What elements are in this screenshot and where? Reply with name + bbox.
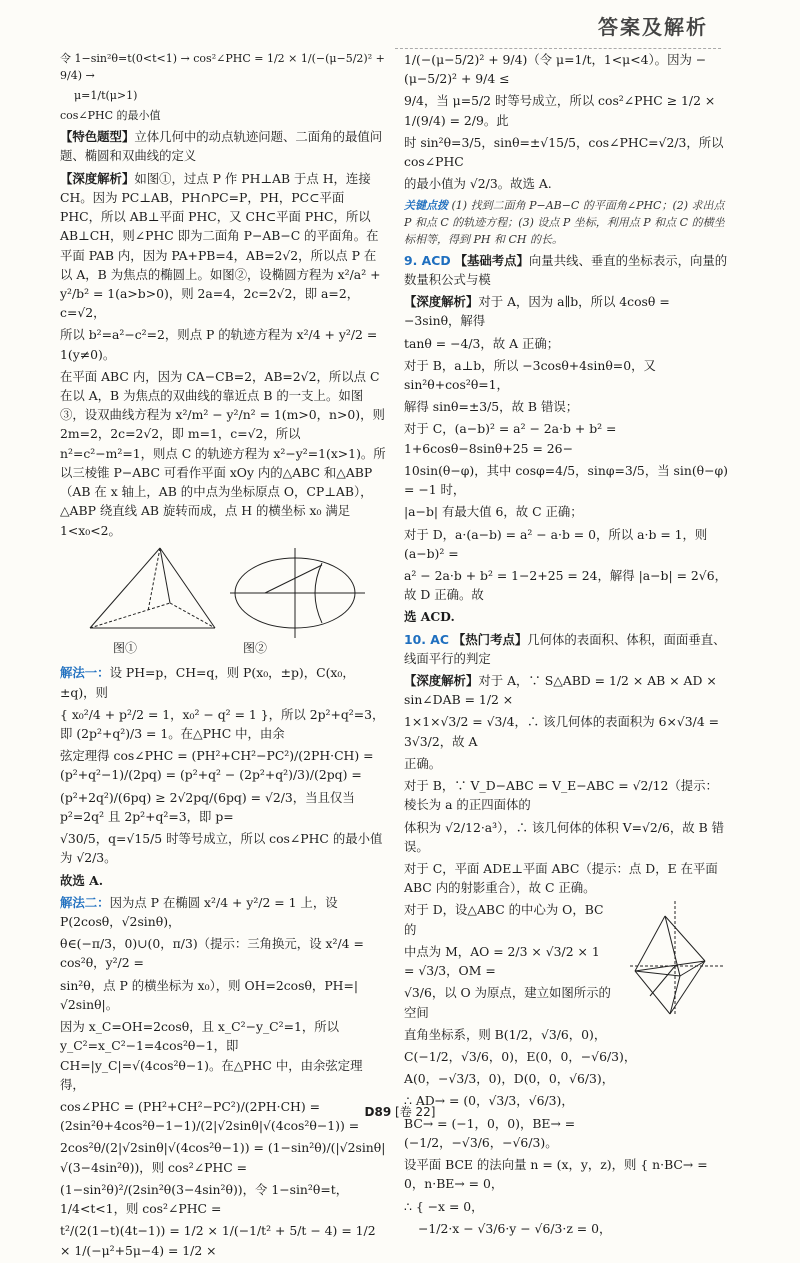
question-10-analysis xyxy=(404,671,730,709)
solution-1 xyxy=(60,663,386,701)
text-line: 的最小值为 √2/3。故选 A. xyxy=(404,176,552,192)
text-line: t²/(2(1−t)(4t−1)) = 1/2 × 1/(−1/t² + 5/t − 4) = 1/2 × 1/(−μ²+5μ−4) = 1/2 × xyxy=(60,1223,376,1258)
text-line: 1/(−(μ−5/2)² + 9/4)（令 μ=1/t，1<μ<4）。因为 −(μ−5/2)² + 9/4 ≤ xyxy=(404,52,707,87)
text-line: 因为点 P 在椭圆 x²/4 + y²/2 = 1 上，设 P(2cosθ，√2sinθ)， xyxy=(60,894,338,929)
text-line: 对于 D，设△ABC 的中心为 O，BC 的 xyxy=(404,902,604,937)
text-line: ∴ AD→ = (0，√3/3，√6/3)， xyxy=(404,1093,574,1109)
text-line: 9/4，当 μ=5/2 时等号成立，所以 cos²∠PHC ≥ 1/2 × 1/(9/4) = 2/9。此 xyxy=(404,93,716,128)
text-line: 时 sin²θ=3/5，sinθ=±√15/5，cos∠PHC=√2/3，所以 cos∠PHC xyxy=(404,134,724,170)
deep-tag: 【深度解析】 xyxy=(404,294,479,310)
volume-label: [卷 22] xyxy=(395,1105,436,1120)
solution-1-tag: 解法一： xyxy=(60,665,110,681)
question-10-number: 10. AC xyxy=(404,631,449,647)
answer-line: 选 ACD. xyxy=(404,609,455,625)
figure-pyramid-ellipse xyxy=(60,543,380,643)
figure-bipyramid xyxy=(620,896,730,1026)
page-footer xyxy=(0,1103,800,1122)
text-line: √30/5，q=√15/5 时等号成立，所以 cos∠PHC 的最小值为 √2/3。 xyxy=(60,831,383,866)
solution-2-tag: 解法二： xyxy=(60,894,110,910)
text-line: 对于 C，(a−b)² = a² − 2a·b + b² = 1+6cosθ−8sinθ+25 = 26− xyxy=(404,421,617,456)
text-line: 体积为 √2/12·a³），∴ 该几何体的体积 V=√2/6，故 B 错误。 xyxy=(404,819,725,854)
figure-2-caption: 图② xyxy=(242,640,267,655)
page-number: D89 xyxy=(364,1105,392,1120)
question-9-analysis xyxy=(404,292,730,330)
text-line: 对于 B，∵ V_D−ABC = V_E−ABC = √2/12（提示：棱长为 a 的正四面体的 xyxy=(404,778,718,813)
key-point-tag: 关键点拨 xyxy=(404,198,448,212)
text-line: 弦定理得 cos∠PHC = (PH²+CH²−PC²)/(2PH·CH) = (p²+q²−1)/(2pq) = (p²+q² − (2p²+q²)/3)/(2pq) = xyxy=(60,748,374,783)
deep-tag: 【深度解析】 xyxy=(404,673,479,689)
text-line: tanθ = −4/3，故 A 正确； xyxy=(404,335,560,351)
feature-text: 立体几何中的动点轨迹问题、二面角的最值问题、椭圆和双曲线的定义 xyxy=(60,129,383,164)
text-line: C(−1/2，√3/6，0)，E(0，0，−√6/3)， xyxy=(404,1048,637,1064)
key-point xyxy=(404,197,730,248)
header-rule xyxy=(395,48,721,49)
text-line: A(0，−√3/3，0)，D(0，0，√6/3)， xyxy=(404,1071,615,1087)
deep-tag: 【深度解析】 xyxy=(60,170,135,186)
text-line: 设 PH=p，CH=q，则 P(x₀，±p)，C(x₀，±q)，则 xyxy=(60,665,355,700)
text-line: 所以 b²=a²−c²=2，则点 P 的轨迹方程为 x²/4 + y²/2 = 1(y≠0)。 xyxy=(60,327,378,362)
feature-paragraph xyxy=(60,127,386,165)
text-line: { x₀²/4 + p²/2 = 1，x₀² − q² = 1 }，所以 2p²+q²=3，即 (2p²+q²)/3 = 1。在△PHC 中，由余 xyxy=(60,706,385,742)
text-line: −1/2·x − √3/6·y − √6/3·z = 0， xyxy=(418,1220,612,1236)
figure-1-caption: 图① xyxy=(112,640,137,655)
question-9-tag: 【基础考点】 xyxy=(454,252,529,268)
text-line: (p²+2q²)/(6pq) ≥ 2√2pq/(6pq) = √2/3，当且仅当 p²=2q² 且 2p²+q²=3，即 p= xyxy=(60,789,355,824)
analysis-text: 如图①，过点 P 作 PH⊥AB 于点 H，连接 CH。因为 PC⊥AB，PH∩PC=P，PH，PC⊂平面 PHC，所以 AB⊥平面 PHC，又 CH⊂平面 PHC，所以 AB⊥CH，则∠PHC 即为二面角 P−AB−C 的平面角。在平面 PAB 内，因为 PA+PB=4，AB=2√2，所以点 P 在以 A，B 为焦点的椭圆上。如图②，设椭圆方程为 x²/a² + y²/b² = 1(a>b>0)，则 2a=4，2c=2√2，即 a=2，c=√2， xyxy=(60,170,381,321)
text-line: ∴ { −x = 0， xyxy=(404,1198,484,1214)
text-line: 对于 B，a⊥b，所以 −3cosθ+4sinθ=0，又 sin²θ+cos²θ=1， xyxy=(404,357,656,392)
text-line: 直角坐标系，则 B(1/2，√3/6，0)， xyxy=(404,1026,607,1042)
question-10-tag: 【热门考点】 xyxy=(452,631,528,647)
text-line: sin²θ，点 P 的横坐标为 x₀），则 OH=2cosθ，PH=|√2sinθ|。 xyxy=(60,977,359,1012)
text-line: 2cos²θ/(2|√2sinθ|√(4cos²θ−1)) = (1−sin²θ)/(|√2sinθ|√(3−4sin²θ))，则 cos²∠PHC = xyxy=(60,1140,386,1175)
text-line: a² − 2a·b + b² = 1−2+25 = 24，解得 |a−b| = 2√6，故 D 正确。故 xyxy=(404,567,727,603)
text-line: 正确。 xyxy=(404,755,442,771)
text-line: 对于 A，因为 a∥b，所以 4cosθ = −3sinθ，解得 xyxy=(404,294,670,329)
question-9-topic: 向量共线、垂直的坐标表示，向量的数量积公式与模 xyxy=(404,252,728,287)
page-header: 答案及解析 xyxy=(598,15,708,39)
text-line: |a−b| 有最大值 6，故 C 正确； xyxy=(404,504,583,520)
text-line: 设平面 BCE 的法向量 n = (x，y，z)，则 { n·BC→ = 0，n·BE→ = 0， xyxy=(404,1157,708,1192)
text-line: (1−sin²θ)²/(2sin²θ(3−4sin²θ))，令 1−sin²θ=t，1/4<t<1，则 cos²∠PHC = xyxy=(60,1181,349,1217)
text-line: cos∠PHC = (PH²+CH²−PC²)/(2PH·CH) = (2sin²θ+4cos²θ−1−1)/(2|√2sinθ|√(4cos²θ−1)) = xyxy=(60,1098,360,1134)
right-column xyxy=(404,50,730,1241)
feature-tag: 【特色题型】 xyxy=(60,129,135,145)
text-line: θ∈(−π/3，0)∪(0，π/3)（提示：三角换元，设 x²/4 = cos²θ，y²/2 = xyxy=(60,936,364,971)
key-point-text: (1) 找到二面角 P−AB−C 的平面角∠PHC；(2) 求出点 P 和点 C 的轨迹方程；(3) 设点 P 坐标，利用点 P 和点 C 的横坐标相等，得到 PH 和 CH 的长。 xyxy=(404,198,725,246)
analysis-paragraph xyxy=(60,169,386,323)
text-line: BC→ = (−1，0，0)，BE→ = (−1/2，−√3/6，−√6/3)。 xyxy=(404,1115,576,1150)
text-line: 1×1×√3/2 = √3/4，∴ 该几何体的表面积为 6×√3/4 = 3√3/2，故 A xyxy=(404,714,720,749)
left-column xyxy=(60,50,386,1263)
text-line: 10sin(θ−φ)，其中 cosφ=4/5，sinφ=3/5，当 sin(θ−φ) = −1 时， xyxy=(404,462,729,498)
text-line: 因为 x_C=OH=2cosθ，且 x_C²−y_C²=1，所以 y_C²=x_C²−1=4cos²θ−1，即 CH=|y_C|=√(4cos²θ−1)。在△PHC 中，由余弦定理得， xyxy=(60,1019,363,1092)
text-line: 中点为 M，AO = 2/3 × √3/2 × 1 = √3/3，OM = xyxy=(404,943,600,979)
text-line: 对于 A，∵ S△ABD = 1/2 × AB × AD × sin∠DAB = 1/2 × xyxy=(404,673,717,708)
text-line: √3/6，以 O 为原点，建立如图所示的空间 xyxy=(404,985,611,1020)
text-line: μ=1/t(μ>1) xyxy=(74,89,138,103)
text-line: 对于 D，a·(a−b) = a² − a·b = 0，所以 a·b = 1，则 (a−b)² = xyxy=(404,526,708,561)
question-10-topic: 几何体的表面积、体积，面面垂直、线面平行的判定 xyxy=(404,631,726,666)
question-9-header xyxy=(404,251,730,289)
text-line: 令 1−sin²θ=t(0<t<1) → cos²∠PHC = 1/2 × 1/(−(μ−5/2)² + 9/4) → xyxy=(60,52,385,83)
answer-line: 故选 A. xyxy=(60,872,104,888)
figure-2-ellipse xyxy=(230,548,365,638)
text-line: 解得 sinθ=±3/5，故 B 错误； xyxy=(404,399,579,415)
question-10-header xyxy=(404,630,730,668)
figure-captions xyxy=(60,639,320,658)
text-line: cos∠PHC 的最小值 xyxy=(60,109,161,123)
figure-1-pyramid xyxy=(90,548,215,628)
solution-2 xyxy=(60,893,386,931)
question-9-number: 9. ACD xyxy=(404,252,451,268)
text-line: 对于 C，平面 ADE⊥平面 ABC（提示：点 D，E 在平面 ABC 内的射影重合），故 C 正确。 xyxy=(404,861,718,896)
text-line: 在平面 ABC 内，因为 CA−CB=2，AB=2√2，所以点 C 在以 A，B 为焦点的双曲线的靠近点 B 的一支上。如图③，设双曲线方程为 x²/m² − y²/n² = 1(m>0，n>0)，则 2m=2，2c=2√2，即 m=1，c=√2，所以 n²=c²−m²=1，则点 C 的轨迹方程为 x²−y²=1(x>1)。所以三棱锥 P−ABC 可看作平面 xOy 内的△ABC 和△ABP（AB 在 x 轴上，AB 的中点为坐标原点 O，CP⊥AB），△ABP 绕直线 AB 旋转而成，点 H 的横坐标 x₀ 满足 1<x₀<2。 xyxy=(60,368,386,538)
